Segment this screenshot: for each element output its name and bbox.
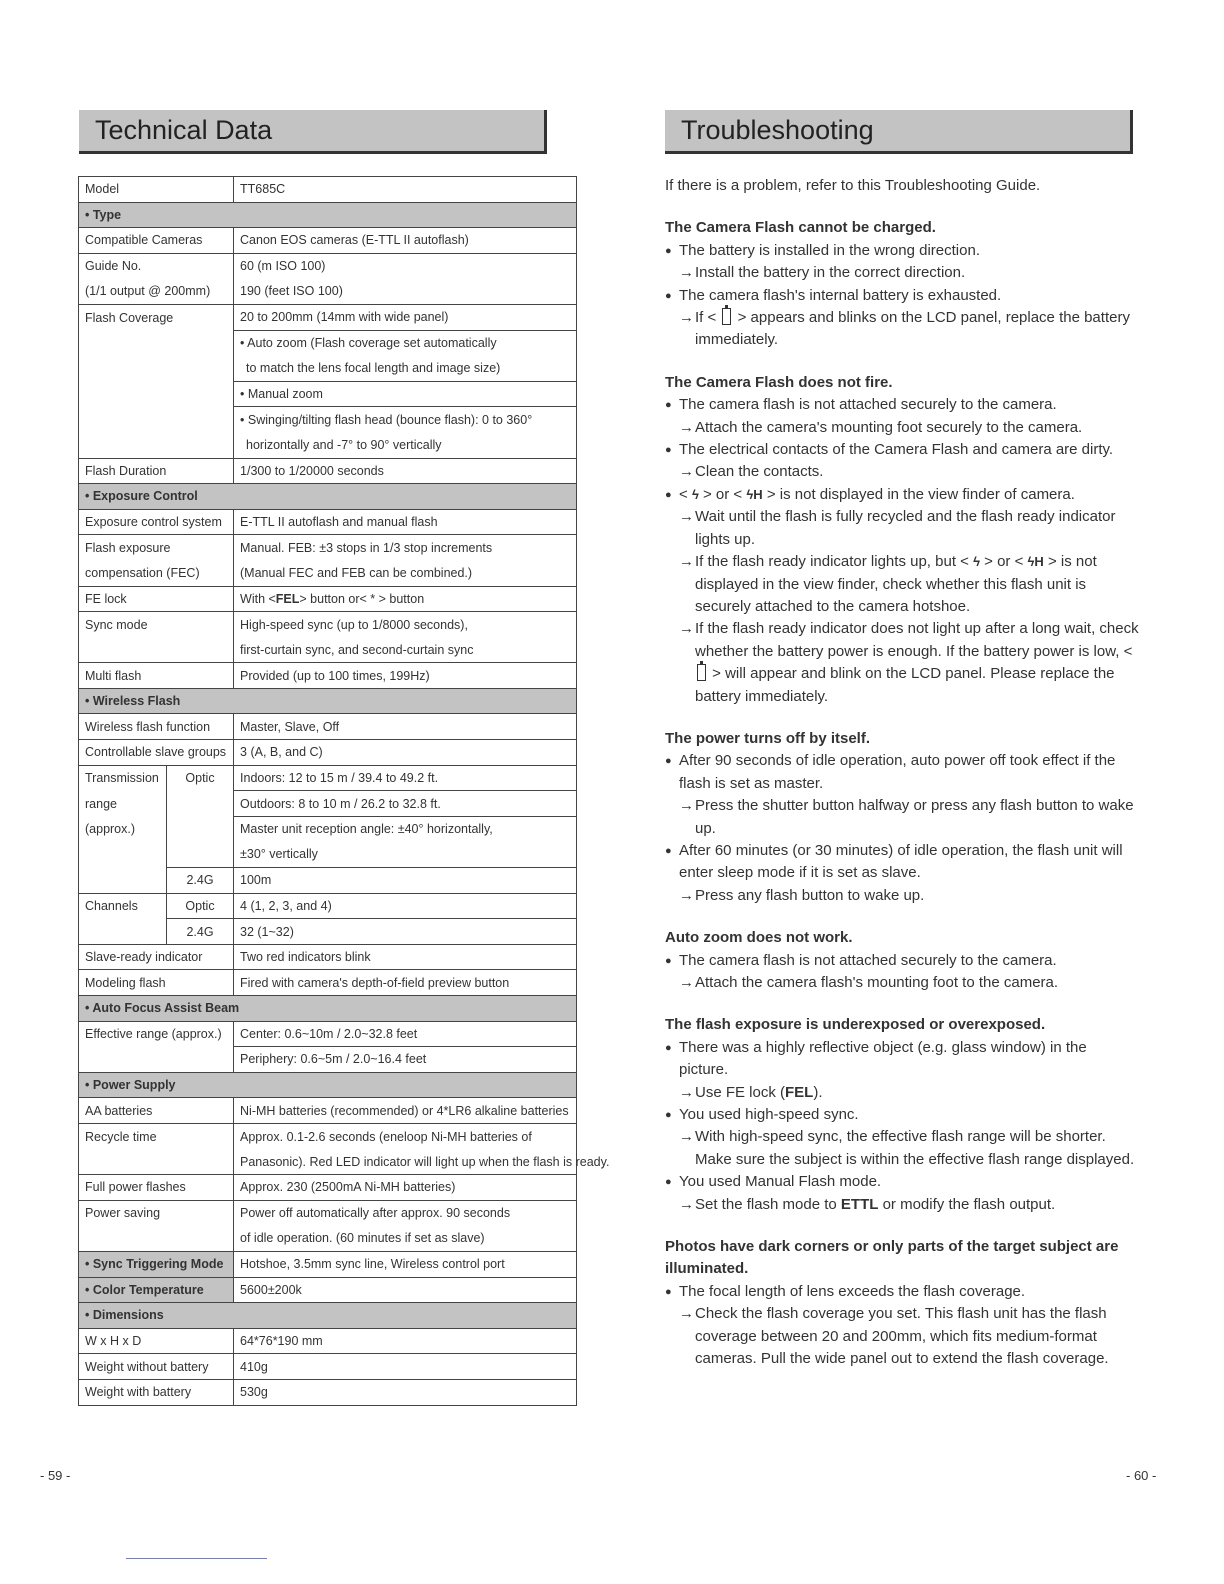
table-row [79,688,577,714]
table-cell: Guide No. [79,253,234,279]
table-row [79,1021,577,1047]
issue-title: The Camera Flash cannot be charged. [665,219,936,237]
flash-ready-icon: ϟ [973,554,980,570]
cause: ● After 60 minutes (or 30 minutes) of idle operation, the flash unit will enter sleep mode if it is set as slave. [665,840,1140,885]
issue-dark-corners [665,1236,1140,1370]
solution: →Press any flash button to wake up. [665,885,1140,907]
table-row [79,1200,577,1226]
table-cell: 100m [234,868,577,894]
cause: ● There was a highly reflective object (e.g. glass window) in the picture. [665,1037,1140,1082]
arrow-icon: → [679,418,694,436]
cause: ● The camera flash is not attached securely to the camera. [665,394,1140,416]
intro-text: If there is a problem, refer to this Troubleshooting Guide. [665,177,1041,194]
issue-power-off [665,728,1140,907]
solution: →Attach the camera's mounting foot securely to the camera. [665,417,1140,439]
solution: →Wait until the flash is fully recycled and the flash ready indicator lights up. [679,508,1116,548]
section-header: • Exposure Control [79,484,577,510]
table-cell: Two red indicators blink [234,944,577,970]
section-header: • Power Supply [79,1072,577,1098]
table-cell: Flash Coverage [79,304,234,330]
table-cell: Fired with camera's depth-of-field preview button [234,970,577,996]
table-cell [167,816,234,842]
table-cell: Panasonic). Red LED indicator will light up when the flash is ready. [234,1149,577,1175]
arrow-icon: → [679,620,694,638]
table-cell: Approx. 0.1-2.6 seconds (eneloop Ni-MH batteries of [234,1123,577,1149]
section-header: • Type [79,202,577,228]
issue-title: Photos have dark corners or only parts of the target subject are illuminated. [665,1238,1119,1278]
solution: →With high-speed sync, the effective flash range will be shorter. Make sure the subject is within the effective flash range displayed. [679,1128,1135,1168]
arrow-icon: → [679,508,694,526]
table-cell: range [79,791,167,817]
table-cell [79,919,167,945]
solution: →Press the shutter button halfway or press any flash button to wake up. [679,797,1134,837]
solution: →Attach the camera flash's mounting foot to the camera. [665,972,1140,994]
table-row [79,432,577,458]
table-cell: Optic [167,765,234,791]
table-row [79,970,577,996]
table-cell: Approx. 230 (2500mA Ni-MH batteries) [234,1175,577,1201]
page-number-left: - 59 - [40,1468,71,1483]
table-cell [167,842,234,868]
table-row [79,919,577,945]
table-cell: Indoors: 12 to 15 m / 39.4 to 49.2 ft. [234,765,577,791]
table-cell: Compatible Cameras [79,228,234,254]
table-cell: 20 to 200mm (14mm with wide panel) [234,304,577,330]
table-cell [167,791,234,817]
arrow-icon: → [679,974,694,991]
table-cell: 32 (1~32) [234,919,577,945]
table-row [79,177,577,203]
table-cell: 64*76*190 mm [234,1328,577,1354]
table-cell [79,1149,234,1175]
technical-data-title: Technical Data [95,115,273,145]
table-row [79,560,577,586]
table-row [79,714,577,740]
issue-cannot-charge [665,217,1140,351]
table-cell: Outdoors: 8 to 10 m / 26.2 to 32.8 ft. [234,791,577,817]
cause: ● < ϟ > or < ϟH > is not displayed in the view finder of camera. [665,484,1140,506]
spec-table [78,176,610,1406]
solution: →Use FE lock (FEL). [665,1082,1140,1104]
table-row [79,1379,577,1405]
table-row [79,356,577,382]
section-header: • Auto Focus Assist Beam [79,996,577,1022]
table-cell [79,1226,234,1252]
table-cell: • Manual zoom [234,381,577,407]
solution: →Set the flash mode to ETTL or modify the flash output. [665,1194,1140,1216]
issue-auto-zoom [665,927,1140,994]
table-cell [79,842,167,868]
table-cell [79,868,167,894]
table-cell: AA batteries [79,1098,234,1124]
solution: →Install the battery in the correct direction. [665,262,1140,284]
table-cell: ±30° vertically [234,842,577,868]
table-row [79,535,577,561]
arrow-icon: → [679,886,694,904]
table-cell: Weight with battery [79,1379,234,1405]
battery-icon [697,664,706,681]
table-row [79,996,577,1022]
page-number-right: - 60 - [1126,1468,1157,1483]
section-header: • Wireless Flash [79,688,577,714]
table-cell: 190 (feet ISO 100) [234,279,577,305]
arrow-icon: → [679,1083,694,1101]
troubleshooting-title: Troubleshooting [681,115,874,145]
footer-line [126,1558,267,1559]
table-row [79,1226,577,1252]
table-row [79,253,577,279]
table-row [79,1072,577,1098]
troubleshooting-guide [665,175,1140,1391]
table-cell: Ni-MH batteries (recommended) or 4*LR6 alkaline batteries [234,1098,577,1124]
table-cell: Effective range (approx.) [79,1021,234,1047]
table-cell: 3 (A, B, and C) [234,740,577,766]
table-row [79,842,577,868]
cause: ● The focal length of lens exceeds the flash coverage. [665,1281,1140,1303]
solution: →Clean the contacts. [665,461,1140,483]
table-cell: • Swinging/tilting flash head (bounce flash): 0 to 360° [234,407,577,433]
table-cell [79,637,234,663]
table-row [79,740,577,766]
table-row [79,637,577,663]
table-row [79,586,577,612]
issue-title: The Camera Flash does not fire. [665,373,893,391]
arrow-icon: → [679,264,694,282]
section-header: • Sync Triggering Mode [79,1251,234,1277]
table-row [79,228,577,254]
table-cell [79,381,234,407]
arrow-icon: → [679,309,694,327]
table-row [79,612,577,638]
table-cell: Master, Slave, Off [234,714,577,740]
table-cell [79,432,234,458]
issue-does-not-fire [665,372,1140,708]
table-cell: 2.4G [167,868,234,894]
table-row [79,1303,577,1329]
table-row [79,279,577,305]
table-row [79,381,577,407]
table-cell: (1/1 output @ 200mm) [79,279,234,305]
table-cell: Manual. FEB: ±3 stops in 1/3 stop increments [234,535,577,561]
table-cell: Recycle time [79,1123,234,1149]
cause: ● The battery is installed in the wrong direction. [665,240,1140,262]
table-row [79,484,577,510]
table-cell: (approx.) [79,816,167,842]
solution: →If the flash ready indicator lights up, but < ϟ > or < ϟH > is not displayed in the view finder, check whether this flash unit is securely attached to the camera hotshoe. [679,553,1097,615]
cause: ● You used high-speed sync. [665,1104,1140,1126]
table-cell: E-TTL II autoflash and manual flash [234,509,577,535]
table-cell: Hotshoe, 3.5mm sync line, Wireless control port [234,1251,577,1277]
table-row [79,1175,577,1201]
table-cell [79,1047,234,1073]
table-cell: Channels [79,893,167,919]
table-row [79,330,577,356]
table-cell: FE lock [79,586,234,612]
table-cell: 4 (1, 2, 3, and 4) [234,893,577,919]
flash-hss-icon: ϟH [1027,554,1044,570]
table-cell: • Auto zoom (Flash coverage set automatically [234,330,577,356]
table-cell: 60 (m ISO 100) [234,253,577,279]
issue-exposure [665,1014,1140,1216]
table-cell: (Manual FEC and FEB can be combined.) [234,560,577,586]
table-cell: Model [79,177,234,203]
table-cell: first-curtain sync, and second-curtain sync [234,637,577,663]
table-cell: Transmission [79,765,167,791]
table-row [79,458,577,484]
cause: ● The electrical contacts of the Camera Flash and camera are dirty. [665,439,1140,461]
table-row [79,1354,577,1380]
cause: ● The camera flash is not attached securely to the camera. [665,950,1140,972]
table-row [79,765,577,791]
flash-ready-icon: ϟ [691,486,699,502]
table-cell: Power off automatically after approx. 90 seconds [234,1200,577,1226]
battery-icon [722,308,731,325]
arrow-icon: → [679,1128,694,1146]
table-cell: to match the lens focal length and image size) [234,356,577,382]
table-cell: of idle operation. (60 minutes if set as slave) [234,1226,577,1252]
table-cell: Provided (up to 100 times, 199Hz) [234,663,577,689]
arrow-icon: → [679,1195,694,1213]
table-cell [79,356,234,382]
table-row [79,1098,577,1124]
table-cell: 530g [234,1379,577,1405]
arrow-icon: → [679,553,694,571]
table-row [79,791,577,817]
table-cell [79,330,234,356]
arrow-icon: → [679,1305,694,1323]
troubleshooting-header [665,110,1133,154]
table-cell: Controllable slave groups [79,740,234,766]
table-cell: Sync mode [79,612,234,638]
table-cell: Slave-ready indicator [79,944,234,970]
arrow-icon: → [679,463,694,481]
issue-title: The flash exposure is underexposed or overexposed. [665,1016,1046,1034]
table-cell: 2.4G [167,919,234,945]
table-row [79,407,577,433]
flash-hss-icon: ϟH [746,486,763,502]
table-row [79,944,577,970]
table-row [79,816,577,842]
issue-title: Auto zoom does not work. [665,929,853,947]
cause: ● After 90 seconds of idle operation, auto power off took effect if the flash is set as master. [665,750,1140,795]
table-cell: Weight without battery [79,1354,234,1380]
table-row [79,893,577,919]
table-row [79,1149,577,1175]
table-row [79,1047,577,1073]
table-cell: Multi flash [79,663,234,689]
table-cell: 5600±200k [234,1277,577,1303]
table-cell: Flash exposure [79,535,234,561]
table-row [79,1328,577,1354]
table-row [79,663,577,689]
table-cell: Exposure control system [79,509,234,535]
table-cell: High-speed sync (up to 1/8000 seconds), [234,612,577,638]
cause: ● You used Manual Flash mode. [665,1171,1140,1193]
table-cell: With <FEL> button or< * > button [234,586,577,612]
table-row [79,868,577,894]
table-cell: Wireless flash function [79,714,234,740]
section-header: • Color Temperature [79,1277,234,1303]
table-row [79,509,577,535]
table-row [79,304,577,330]
solution: →If the flash ready indicator does not light up after a long wait, check whether the battery power is enough. If the battery power is low, < > will appear and blink on the LCD panel. Please replace the battery immediately. [679,620,1139,705]
table-row [79,1277,577,1303]
cause: ● The camera flash's internal battery is exhausted. [665,285,1140,307]
arrow-icon: → [679,797,694,815]
table-row [79,1123,577,1149]
table-cell: Optic [167,893,234,919]
table-cell: Modeling flash [79,970,234,996]
table-cell: Flash Duration [79,458,234,484]
issue-title: The power turns off by itself. [665,729,871,747]
table-cell [79,407,234,433]
table-cell: Master unit reception angle: ±40° horizontally, [234,816,577,842]
table-cell: Power saving [79,1200,234,1226]
table-cell: TT685C [234,177,577,203]
table-cell: Full power flashes [79,1175,234,1201]
table-cell: horizontally and -7° to 90° vertically [234,432,577,458]
technical-data-header [79,110,547,154]
table-cell: Periphery: 0.6~5m / 2.0~16.4 feet [234,1047,577,1073]
table-row [79,202,577,228]
section-header: • Dimensions [79,1303,577,1329]
table-cell: W x H x D [79,1328,234,1354]
solution: →Check the flash coverage you set. This flash unit has the flash coverage between 20 and 200mm, which fits medium-format cameras. Pull the wide panel out to extend the flash coverage. [679,1305,1109,1368]
table-row [79,1251,577,1277]
table-cell: 1/300 to 1/20000 seconds [234,458,577,484]
table-cell: Center: 0.6~10m / 2.0~32.8 feet [234,1021,577,1047]
table-cell: compensation (FEC) [79,560,234,586]
table-cell: 410g [234,1354,577,1380]
table-cell: Canon EOS cameras (E-TTL II autoflash) [234,228,577,254]
solution: →If < > appears and blinks on the LCD panel, replace the battery immediately. [679,309,1130,349]
